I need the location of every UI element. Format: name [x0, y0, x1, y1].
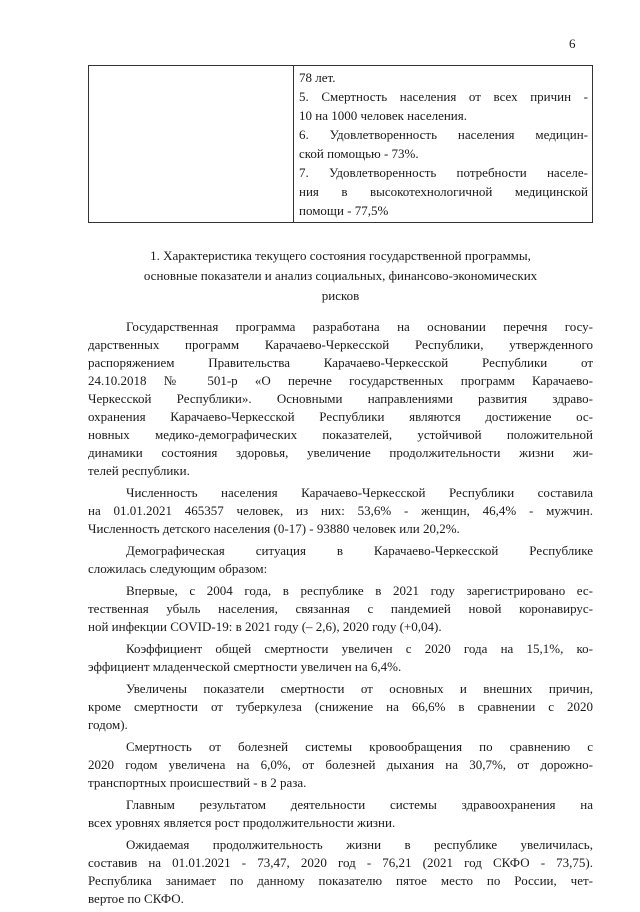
section-title-line: основные показатели и анализ социальных, финансово-экономических: [143, 268, 538, 283]
paragraph: [88, 796, 593, 832]
table-line: 7. Удовлетворенность потребности населе-: [299, 165, 588, 180]
text-line: Республика занимает по данному показателю пятое место по России, чет-: [88, 873, 593, 888]
text-line: составив на 01.01.2021 - 73,47, 2020 год - 76,21 (2021 год СКФО - 73,75).: [88, 855, 593, 870]
paragraph: [88, 836, 593, 908]
paragraph: [88, 680, 593, 734]
text-line: кроме смертности от туберкулеза (снижение на 66,6% в сравнении с 2020: [88, 699, 593, 714]
text-line: тественная убыль населения, связанная с пандемией новой коронавирус-: [88, 601, 593, 616]
paragraph: [88, 484, 593, 538]
table-cell-indicators: [294, 66, 593, 223]
table-line: 6. Удовлетворенность населения медицин-: [299, 127, 588, 142]
paragraph: [88, 640, 593, 676]
paragraph: [88, 582, 593, 636]
text-line: Численность детского населения (0-17) - 93880 человек или 20,2%.: [88, 521, 460, 536]
text-line: всех уровнях является рост продолжительности жизни.: [88, 815, 396, 830]
text-line: Ожидаемая продолжительность жизни в республике увеличилась,: [126, 837, 593, 852]
table-row: [89, 66, 593, 223]
section-title: [88, 246, 593, 306]
body-text: [88, 318, 593, 912]
table-line: 78 лет.: [299, 70, 336, 85]
section-title-line: рисков: [321, 288, 360, 303]
indicators-table: [88, 65, 593, 223]
text-line: 2020 годом увеличена на 6,0%, от болезней дыхания на 30,7%, от дорожно-: [88, 757, 593, 772]
text-line: эффициент младенческой смертности увеличен на 6,4%.: [88, 659, 402, 674]
table-line: 10 на 1000 человек населения.: [299, 108, 467, 123]
paragraph: [88, 542, 593, 578]
text-line: Впервые, с 2004 года, в республике в 2021 году зарегистрировано ес-: [126, 583, 593, 598]
text-line: Смертность от болезней системы кровообращения по сравнению с: [126, 739, 593, 754]
table-line: ния в высокотехнологичной медицинской: [299, 184, 588, 199]
text-line: вертое по СКФО.: [88, 891, 184, 906]
table-line: ской помощью - 73%.: [299, 146, 419, 161]
text-line: новных медико-демографических показателей, устойчивой положительной: [88, 427, 593, 442]
text-line: динамики состояния здоровья, увеличение продолжительности жизни жи-: [88, 445, 593, 460]
text-line: Государственная программа разработана на основании перечня госу-: [126, 319, 593, 334]
text-line: годом).: [88, 717, 128, 732]
text-line: ной инфекции COVID-19: в 2021 году (– 2,6), 2020 году (+0,04).: [88, 619, 442, 634]
text-line: Черкесской Республики». Основными направлениями развития здраво-: [88, 391, 593, 406]
section-title-line: 1. Характеристика текущего состояния государственной программы,: [150, 248, 531, 263]
text-line: дарственных программ Карачаево-Черкесской Республики, утвержденного: [88, 337, 593, 352]
table-line: 5. Смертность населения от всех причин -: [299, 89, 588, 104]
text-line: охранения Карачаево-Черкесской Республики являются достижение ос-: [88, 409, 593, 424]
text-line: сложилась следующим образом:: [88, 561, 268, 576]
table-line: помощи - 77,5%: [299, 203, 389, 218]
table-cell-empty: [89, 66, 294, 223]
paragraph: [88, 738, 593, 792]
text-line: Увеличены показатели смертности от основных и внешних причин,: [126, 681, 593, 696]
text-line: 24.10.2018 № 501-р «О перечне государственных программ Карачаево-: [88, 373, 593, 388]
page-number: 6: [569, 36, 576, 51]
text-line: телей республики.: [88, 463, 190, 478]
text-line: распоряжением Правительства Карачаево-Черкесской Республики от: [88, 355, 593, 370]
text-line: Численность населения Карачаево-Черкесской Республики составила: [126, 485, 593, 500]
text-line: Главным результатом деятельности системы здравоохранения на: [126, 797, 593, 812]
text-line: транспортных происшествий - в 2 раза.: [88, 775, 307, 790]
text-line: Коэффициент общей смертности увеличен с 2020 года на 15,1%, ко-: [126, 641, 593, 656]
text-line: Демографическая ситуация в Карачаево-Черкесской Республике: [126, 543, 593, 558]
text-line: на 01.01.2021 465357 человек, из них: 53,6% - женщин, 46,4% - мужчин.: [88, 503, 593, 518]
paragraph: [88, 318, 593, 480]
